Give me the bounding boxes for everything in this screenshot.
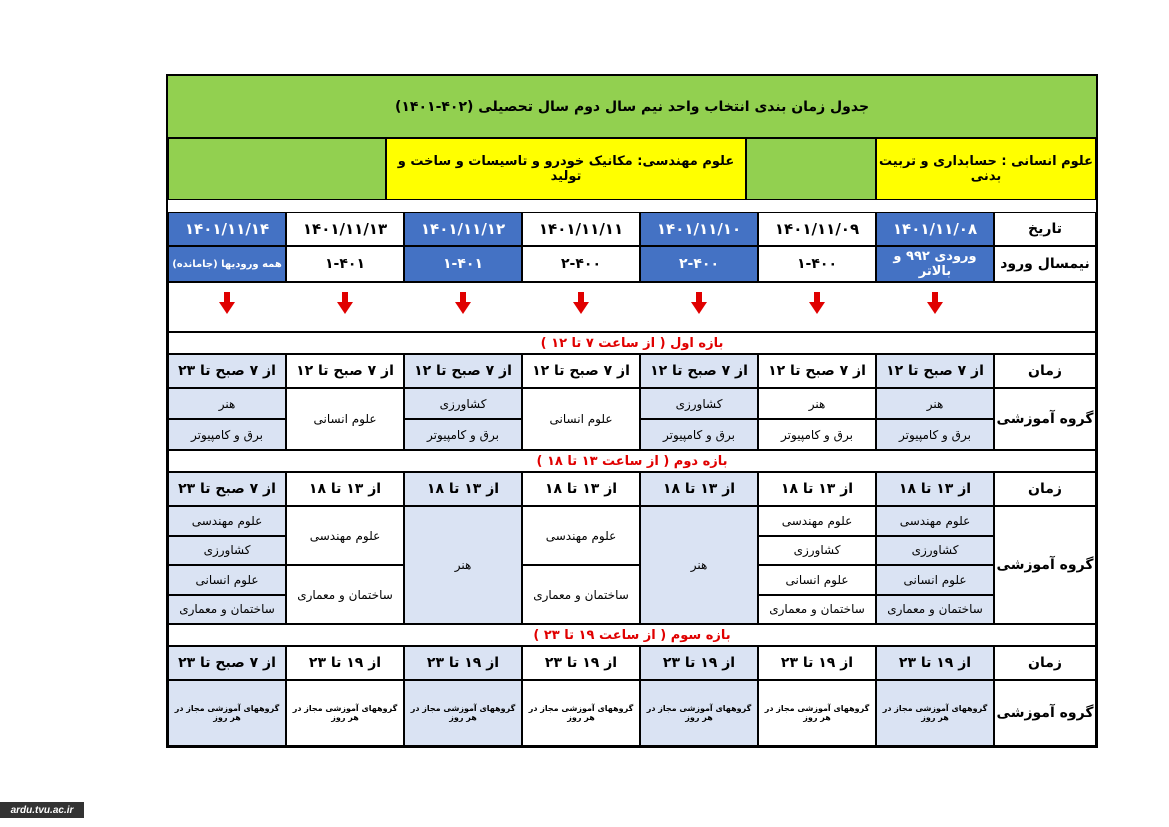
- group-item: علوم انسانی: [522, 388, 640, 450]
- time-cell: از ۱۳ تا ۱۸: [758, 472, 876, 506]
- group-item: هنر: [876, 388, 994, 419]
- time-label: زمان: [994, 354, 1096, 388]
- date-cell: ۱۴۰۱/۱۱/۱۱: [522, 212, 640, 246]
- group-item: ساختمان و معماری: [286, 565, 404, 624]
- group-item: ساختمان و معماری: [876, 595, 994, 625]
- time-cell: از ۱۹ تا ۲۳: [758, 646, 876, 680]
- down-arrow-icon: [573, 292, 589, 320]
- time-cell: از ۷ صبح تا ۱۲: [404, 354, 522, 388]
- entry-label: نیمسال ورود: [994, 246, 1096, 282]
- time-cell: از ۱۳ تا ۱۸: [876, 472, 994, 506]
- group-item: برق و کامپیوتر: [758, 419, 876, 450]
- date-cell: ۱۴۰۱/۱۱/۱۰: [640, 212, 758, 246]
- group-item: گروههای آموزشی مجاز در هر روز: [758, 680, 876, 746]
- spacer: [168, 200, 1096, 212]
- period-title: بازه دوم ( از ساعت ۱۳ تا ۱۸ ): [168, 450, 1096, 472]
- entry-cell: همه ورودیها (جامانده): [168, 246, 286, 282]
- time-cell: از ۷ صبح تا ۲۳: [168, 646, 286, 680]
- date-label: تاریخ: [994, 212, 1096, 246]
- time-label: زمان: [994, 646, 1096, 680]
- group-item: برق و کامپیوتر: [876, 419, 994, 450]
- group-item: کشاورزی: [168, 536, 286, 566]
- time-cell: از ۷ صبح تا ۱۲: [758, 354, 876, 388]
- group-item: ساختمان و معماری: [168, 595, 286, 625]
- date-cell: ۱۴۰۱/۱۱/۰۸: [876, 212, 994, 246]
- group-item: کشاورزی: [404, 388, 522, 419]
- group-item: ساختمان و معماری: [522, 565, 640, 624]
- subheader-engineering: علوم مهندسی: مکانیک خودرو و تاسیسات و ساخت و تولید: [386, 138, 746, 200]
- entry-cell: ورودی ۹۹۲ و بالاتر: [876, 246, 994, 282]
- down-arrow-icon: [809, 292, 825, 320]
- group-item: کشاورزی: [640, 388, 758, 419]
- time-cell: از ۱۹ تا ۲۳: [876, 646, 994, 680]
- date-cell: ۱۴۰۱/۱۱/۱۲: [404, 212, 522, 246]
- group-item: گروههای آموزشی مجاز در هر روز: [876, 680, 994, 746]
- date-cell: ۱۴۰۱/۱۱/۰۹: [758, 212, 876, 246]
- time-cell: از ۱۳ تا ۱۸: [286, 472, 404, 506]
- time-cell: از ۷ صبح تا ۱۲: [876, 354, 994, 388]
- subheader-empty-mid: [746, 138, 876, 200]
- time-cell: از ۱۹ تا ۲۳: [286, 646, 404, 680]
- group-item: علوم مهندسی: [286, 506, 404, 565]
- group-item: علوم انسانی: [876, 565, 994, 595]
- group-item: علوم انسانی: [168, 565, 286, 595]
- time-cell: از ۱۳ تا ۱۸: [404, 472, 522, 506]
- time-cell: از ۷ صبح تا ۲۳: [168, 472, 286, 506]
- entry-cell: ۱-۴۰۰: [758, 246, 876, 282]
- entry-cell: ۱-۴۰۱: [404, 246, 522, 282]
- time-cell: از ۷ صبح تا ۱۲: [640, 354, 758, 388]
- group-item: کشاورزی: [758, 536, 876, 566]
- watermark: ardu.tvu.ac.ir: [0, 802, 84, 818]
- group-item: علوم مهندسی: [522, 506, 640, 565]
- down-arrow-icon: [927, 292, 943, 320]
- time-cell: از ۱۳ تا ۱۸: [522, 472, 640, 506]
- time-cell: از ۱۳ تا ۱۸: [640, 472, 758, 506]
- group-item: هنر: [758, 388, 876, 419]
- page-title: جدول زمان بندی انتخاب واحد نیم سال دوم سال تحصیلی (۴۰۲-۱۴۰۱): [168, 76, 1096, 138]
- time-cell: از ۱۹ تا ۲۳: [640, 646, 758, 680]
- time-cell: از ۱۹ تا ۲۳: [404, 646, 522, 680]
- group-item: هنر: [640, 506, 758, 624]
- time-label: زمان: [994, 472, 1096, 506]
- time-cell: از ۱۹ تا ۲۳: [522, 646, 640, 680]
- group-label: گروه آموزشی: [994, 506, 1096, 624]
- arrow-row: [168, 282, 1096, 332]
- entry-cell: ۲-۴۰۰: [640, 246, 758, 282]
- date-cell: ۱۴۰۱/۱۱/۱۳: [286, 212, 404, 246]
- group-item: گروههای آموزشی مجاز در هر روز: [286, 680, 404, 746]
- group-item: گروههای آموزشی مجاز در هر روز: [404, 680, 522, 746]
- group-item: علوم مهندسی: [876, 506, 994, 536]
- subheader-humanities: علوم انسانی : حسابداری و تربیت بدنی: [876, 138, 1096, 200]
- subheader-empty-left: [168, 138, 386, 200]
- group-item: علوم انسانی: [758, 565, 876, 595]
- down-arrow-icon: [691, 292, 707, 320]
- date-cell: ۱۴۰۱/۱۱/۱۴: [168, 212, 286, 246]
- down-arrow-icon: [219, 292, 235, 320]
- group-item: ساختمان و معماری: [758, 595, 876, 625]
- group-item: علوم مهندسی: [168, 506, 286, 536]
- time-cell: از ۷ صبح تا ۱۲: [286, 354, 404, 388]
- period-title: بازه اول ( از ساعت ۷ تا ۱۲ ): [168, 332, 1096, 354]
- time-cell: از ۷ صبح تا ۱۲: [522, 354, 640, 388]
- down-arrow-icon: [455, 292, 471, 320]
- time-cell: از ۷ صبح تا ۲۳: [168, 354, 286, 388]
- group-label: گروه آموزشی: [994, 388, 1096, 450]
- down-arrow-icon: [337, 292, 353, 320]
- group-item: هنر: [404, 506, 522, 624]
- group-item: گروههای آموزشی مجاز در هر روز: [168, 680, 286, 746]
- group-item: برق و کامپیوتر: [168, 419, 286, 450]
- group-item: برق و کامپیوتر: [404, 419, 522, 450]
- schedule-sheet: [166, 74, 1098, 748]
- period-title: بازه سوم ( از ساعت ۱۹ تا ۲۳ ): [168, 624, 1096, 646]
- group-item: هنر: [168, 388, 286, 419]
- entry-cell: ۲-۴۰۰: [522, 246, 640, 282]
- group-label: گروه آموزشی: [994, 680, 1096, 746]
- group-item: کشاورزی: [876, 536, 994, 566]
- group-item: گروههای آموزشی مجاز در هر روز: [522, 680, 640, 746]
- entry-cell: ۱-۴۰۱: [286, 246, 404, 282]
- group-item: گروههای آموزشی مجاز در هر روز: [640, 680, 758, 746]
- group-item: علوم مهندسی: [758, 506, 876, 536]
- group-item: برق و کامپیوتر: [640, 419, 758, 450]
- group-item: علوم انسانی: [286, 388, 404, 450]
